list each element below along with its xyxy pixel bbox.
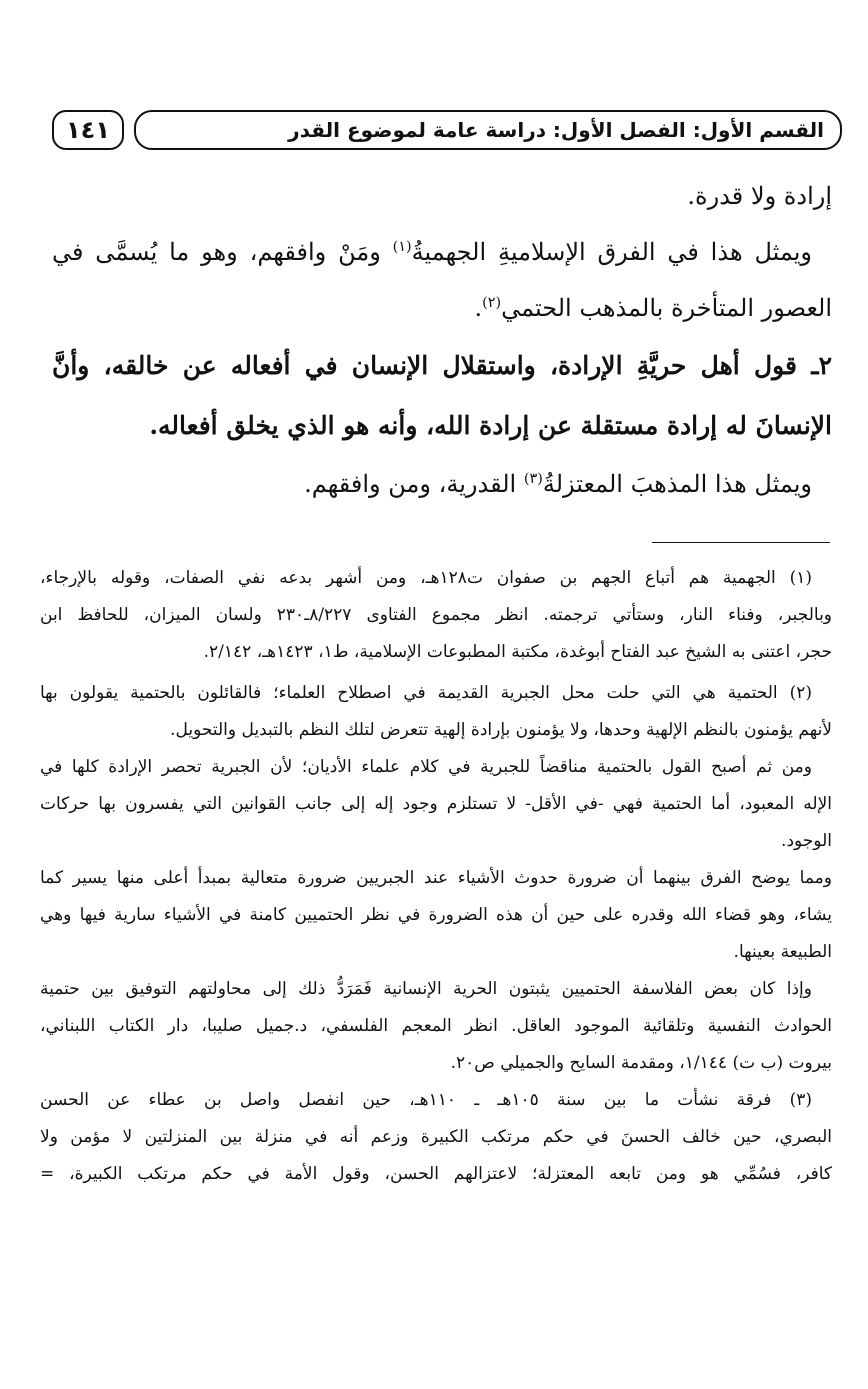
footnote-2-line-11: بيروت (ب ت) ١/١٤٤، ومقدمة السايح والجميلي ص٢٠.	[450, 1053, 832, 1073]
running-title: القسم الأول: الفصل الأول: دراسة عامة لموضوع القدر	[134, 110, 842, 150]
page-header	[52, 108, 842, 154]
footnote-2-line-5: الوجود.	[781, 831, 832, 851]
footnote-2-line-7: يشاء، وهو قضاء الله وقدره على حين أن هذه الضرورة في نظر الحتميين كامنة في الأشياء سارية فيها وهي	[40, 905, 832, 925]
footnote-separator	[652, 542, 830, 543]
body-line-6b: القدرية، ومن وافقهم.	[304, 470, 517, 498]
footnote-1-line-2: وبالجبر، وفناء النار، وستأتي ترجمته. انظر مجموع الفتاوى ٨/٢٢٧ـ٢٣٠ ولسان الميزان، للحافظ ابن	[40, 605, 833, 625]
body-line-1: إرادة ولا قدرة.	[687, 182, 832, 210]
body-line-6a: ويمثل هذا المذهبَ المعتزلةُ	[542, 470, 812, 498]
point-2-continuation: الإنسانَ له إرادة مستقلة عن إرادة الله، وأنه هو الذي يخلق أفعاله.	[149, 411, 832, 440]
body-line-2a: ويمثل هذا في الفرق الإسلاميةِ الجهميةُ	[411, 238, 812, 266]
footnote-ref-3: (٣)	[523, 471, 543, 487]
body-line-3	[52, 280, 832, 336]
footnote-2-line-4: الإله المعبود، أما الحتمية فهي -في الأقل- لا تستلزم وجود إله إلى جانب القوانين التي يفسرون بها حركات	[40, 794, 832, 814]
body-line-3b: .	[474, 294, 483, 322]
page-number: ١٤١	[52, 110, 124, 150]
footnote-2-line-8: الطبيعة بعينها.	[733, 942, 832, 962]
point-2-heading: ٢ـ قول أهل حريَّةِ الإرادة، واستقلال الإنسان في أفعاله عن خالقه، وأنَّ	[52, 351, 832, 380]
footnote-1-line-3: حجر، اعتنى به الشيخ عبد الفتاح أبوغدة، مكتبة المطبوعات الإسلامية، ط١، ١٤٢٣هـ، ٢/١٤٢.	[203, 642, 832, 662]
footnote-3-line-2: البصري، حين خالف الحسنَ في حكم مرتكب الكبيرة وزعم أنه في منزلة بين المنزلتين لا مؤمن ولا	[40, 1127, 832, 1147]
footnote-2-line-6: ومما يوضح الفرق بينهما أن ضرورة حدوث الأشياء عند الجبريين ضرورة متعالية بمبدأ أعلى منها يسير كما	[40, 868, 832, 888]
footnote-ref-1: (١)	[392, 239, 412, 255]
footnote-2-line-1: (٢) الحتمية هي التي حلت محل الجبرية القديمة في اصطلاح العلماء؛ فالقائلون بالحتمية يقولون بها	[40, 683, 812, 703]
footnote-2-line-9: وإذا كان بعض الفلاسفة الحتميين يثبتون الحرية الإنسانية فَمَرَدُّ ذلك إلى محاولتهم التوفيق بين حتمية	[40, 979, 812, 999]
footnote-3-line-3: كافر، فسُمِّي هو ومن تابعه المعتزلة؛ لاعتزالهم الحسن، وقول الأمة في حكم مرتكب الكبيرة، =	[40, 1164, 832, 1184]
footnotes	[40, 560, 832, 1193]
footnote-2-line-3: ومن ثم أصبح القول بالحتمية مناقضاً للجبرية في كلام علماء الأديان؛ لأن الجبرية تحصر الإرادة كلها في	[40, 757, 812, 777]
footnote-1-line-1: (١) الجهمية هم أتباع الجهم بن صفوان ت١٢٨هـ، ومن أشهر بدعه نفي الصفات، وقوله بالإرجاء،	[40, 568, 812, 588]
body-line-6	[52, 456, 832, 512]
main-text	[52, 168, 832, 512]
body-line-3a: العصور المتأخرة بالمذهب الحتمي	[501, 294, 832, 322]
body-line-2	[52, 224, 832, 280]
footnote-2-line-2: لأنهم يؤمنون بالنظم الإلهية وحدها، ولا يؤمنون بإرادة إلهية تتعرض لتلك النظم بالتبديل والتحويل.	[170, 720, 832, 740]
footnote-2-line-10: الحوادث النفسية وتلقائية الموجود العاقل. انظر المعجم الفلسفي، د.جميل صليبا، دار الكتاب اللبناني،	[40, 1016, 832, 1036]
footnote-ref-2: (٢)	[482, 295, 502, 311]
body-line-2b: ومَنْ وافقهم، وهو ما يُسمَّى في	[52, 238, 381, 266]
footnote-3-line-1: (٣) فرقة نشأت ما بين سنة ١٠٥هـ ـ ١١٠هـ، حين انفصل واصل بن عطاء عن الحسن	[40, 1090, 812, 1110]
